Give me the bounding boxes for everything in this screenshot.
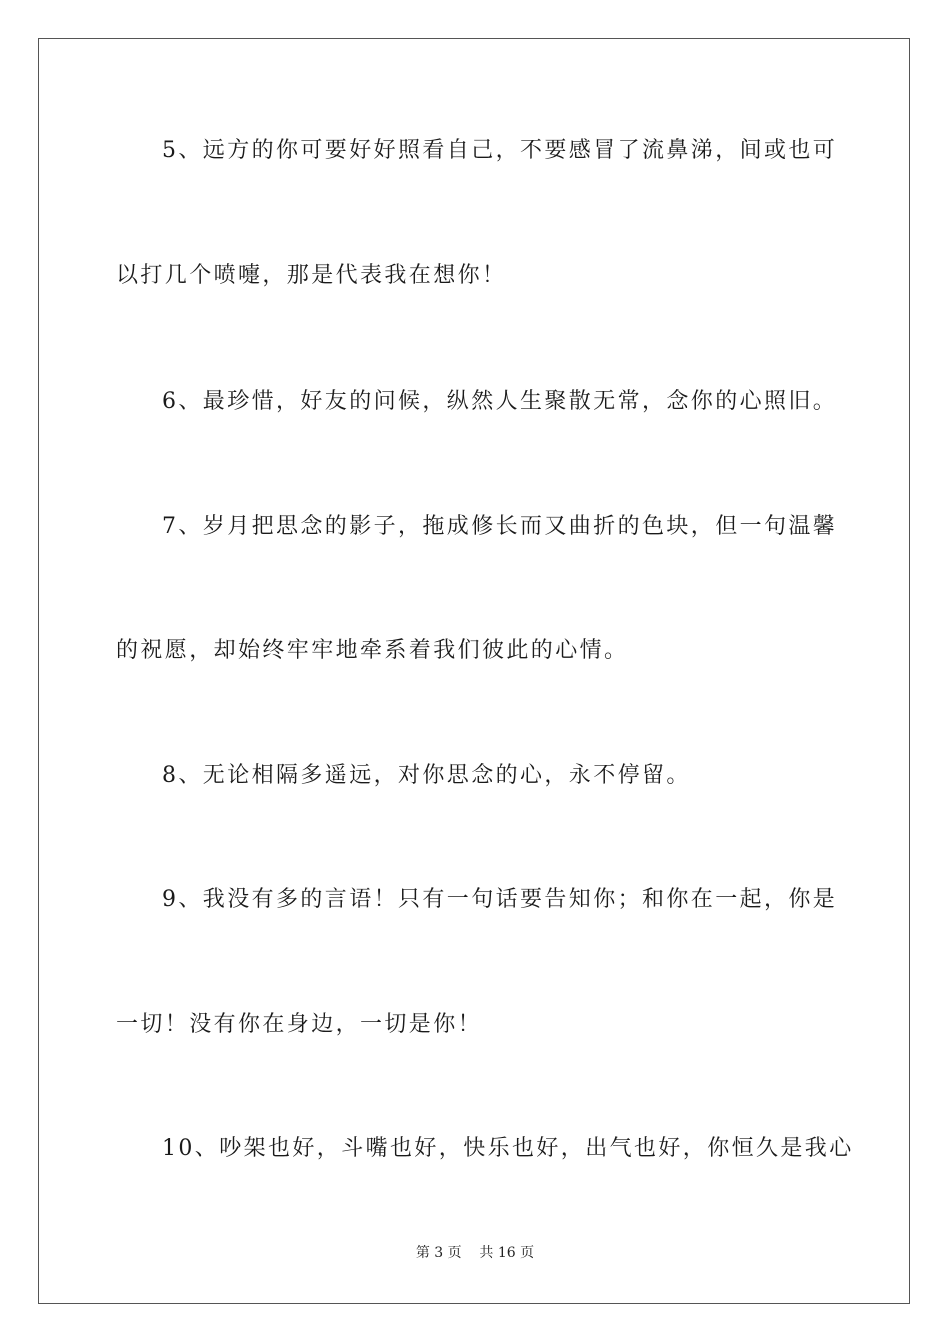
page-frame (38, 38, 910, 1304)
paragraph-line: 以打几个喷嚏，那是代表我在想你！ (116, 263, 507, 288)
paragraph-line: 8、无论相隔多遥远，对你思念的心，永不停留。 (162, 763, 691, 788)
paragraph-line: 10、吵架也好，斗嘴也好，快乐也好，出气也好，你恒久是我心 (162, 1136, 854, 1161)
paragraph-line: 9、我没有多的言语！只有一句话要告知你；和你在一起，你是 (162, 887, 838, 912)
paragraph-line: 7、岁月把思念的影子，拖成修长而又曲折的色块，但一句温馨 (162, 514, 838, 539)
paragraph-line: 的祝愿，却始终牢牢地牵系着我们彼此的心情。 (116, 638, 629, 663)
paragraph-line: 5、远方的你可要好好照看自己，不要感冒了流鼻涕，间或也可 (162, 138, 838, 163)
paragraph-line: 6、最珍惜，好友的问候，纵然人生聚散无常，念你的心照旧。 (162, 389, 838, 414)
paragraph-line: 一切！没有你在身边，一切是你！ (116, 1012, 483, 1037)
page-number-footer: 第 3 页 共 16 页 (415, 1245, 535, 1261)
